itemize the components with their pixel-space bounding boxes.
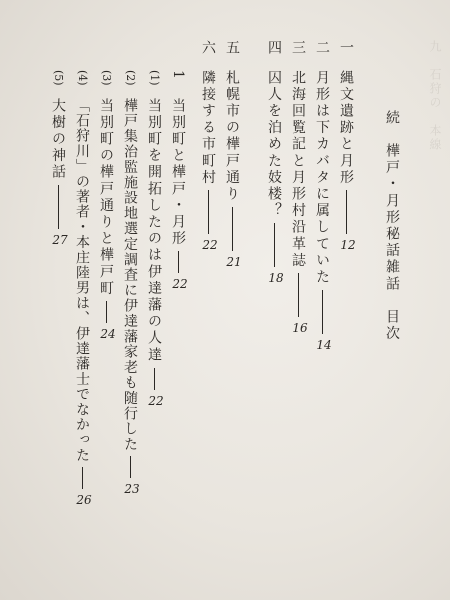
chapter-3-page: 16 [292, 321, 308, 336]
chapter-4-title: 囚人を泊めた妓楼？ [266, 70, 282, 220]
subsection-3-num: (3) [100, 70, 113, 86]
leader-line [130, 456, 131, 478]
leader-line [274, 223, 275, 267]
subsection-4-title: 「石狩川」の著者・本庄陸男は、伊達藩士でなかった [74, 98, 90, 463]
subsection-2-num: (2) [124, 70, 137, 86]
subsection-2-entry[interactable] [122, 98, 138, 496]
chapter-2-num: 二 [314, 40, 330, 57]
leader-line [106, 301, 107, 323]
leader-line [82, 467, 83, 489]
chapter-6-num: 六 [200, 40, 216, 57]
chapter-4-page: 18 [268, 271, 284, 286]
subsection-2-title: 樺戸集治監施設地選定調査に伊達藩家老も随行した [122, 98, 138, 453]
chapter-4-num: 四 [266, 40, 282, 57]
chapter-1-page: 12 [340, 238, 356, 253]
subsection-3-page: 24 [100, 327, 116, 342]
chapter-6-page: 22 [202, 238, 218, 253]
subsection-1-page: 22 [148, 393, 164, 408]
chapter-5-entry[interactable] [224, 70, 240, 269]
chapter-3-entry[interactable] [290, 70, 306, 335]
chapter-1-title: 縄文遺跡と月形 [338, 70, 354, 187]
leader-line [58, 185, 59, 229]
section-1-num: 1 [170, 70, 186, 82]
section-1-title: 当別町と樺戸・月形 [170, 98, 186, 248]
leader-line [232, 207, 233, 251]
chapter-2-title: 月形は下カバタに属していた [314, 70, 330, 286]
chapter-5-page: 21 [226, 254, 242, 269]
chapter-1-num: 一 [338, 40, 354, 57]
chapter-3-title: 北海回覧記と月形村沿革誌 [290, 70, 306, 270]
chapter-3-num: 三 [290, 40, 306, 57]
subsection-1-entry[interactable] [146, 98, 162, 408]
leader-line [178, 251, 179, 273]
subsection-5-entry[interactable] [50, 98, 66, 247]
chapter-2-page: 14 [316, 337, 332, 352]
section-1-page: 22 [172, 277, 188, 292]
subsection-5-page: 27 [52, 233, 68, 247]
toc-title: 続 樺戸・月形秘話雑話 目次 [384, 110, 400, 343]
chapter-6-title: 隣接する市町村 [200, 70, 216, 187]
subsection-4-num: (4) [76, 70, 89, 86]
chapter-5-title: 札幌市の樺戸通り [224, 70, 240, 203]
section-1-entry[interactable] [170, 98, 186, 291]
subsection-4-page: 26 [76, 492, 92, 507]
leader-line [346, 190, 347, 234]
chapter-6-entry[interactable] [200, 70, 216, 252]
leader-line [208, 190, 209, 234]
chapter-2-entry[interactable] [314, 70, 330, 352]
subsection-4-entry[interactable] [74, 98, 90, 507]
chapter-5-num: 五 [224, 40, 240, 57]
subsection-2-page: 23 [124, 482, 140, 497]
leader-line [322, 290, 323, 334]
leader-line [154, 368, 155, 390]
subsection-1-num: (1) [148, 70, 161, 86]
leader-line [298, 273, 299, 317]
subsection-3-entry[interactable] [98, 98, 114, 341]
chapter-1-entry[interactable] [338, 70, 354, 252]
subsection-1-title: 当別町を開拓したのは伊達藩の人達 [146, 98, 162, 364]
chapter-4-entry[interactable] [266, 70, 282, 285]
subsection-5-title: 大樹の神話 [50, 98, 66, 181]
subsection-3-title: 当別町の樺戸通りと樺戸町 [98, 98, 114, 298]
subsection-5-num: (5) [52, 70, 65, 86]
bleed-through-text: 九 石狩の 本線 [428, 40, 442, 152]
